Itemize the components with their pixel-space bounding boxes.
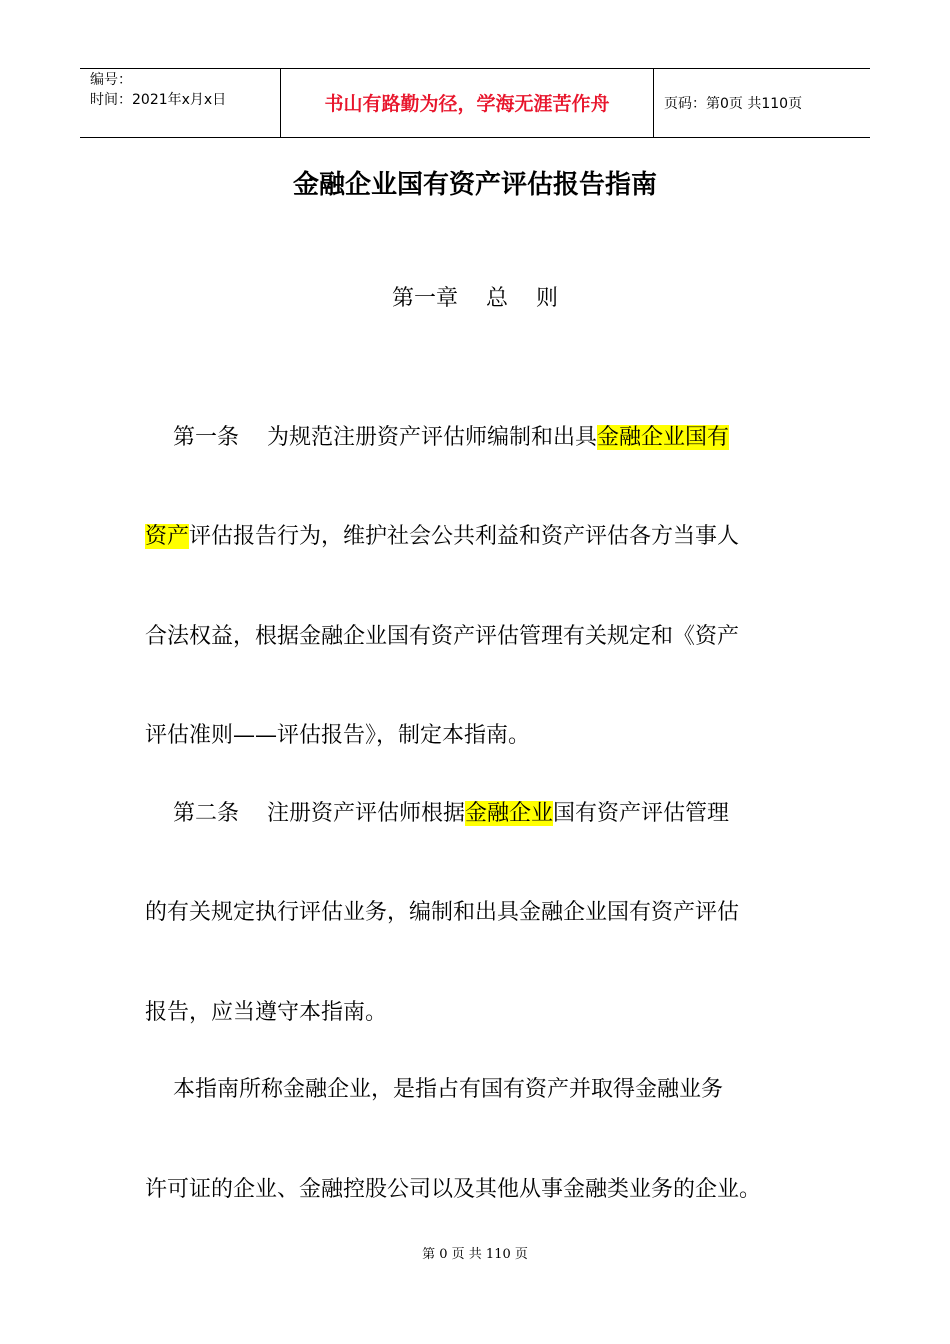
document-title: 金融企业国有资产评估报告指南 — [292, 170, 657, 200]
header-page-cell — [653, 69, 870, 137]
page-footer: 第 0 页 共 110 页 — [422, 1247, 528, 1262]
article1-line2 — [145, 520, 739, 554]
document-time-label: 时间：2021年x月x日 — [90, 92, 227, 108]
header-motto: 书山有路勤为径，学海无涯苦作舟 — [324, 93, 610, 115]
header-page-info: 页码：第0页 共110页 — [664, 96, 803, 112]
article1-line1 — [145, 421, 729, 455]
article1-text: 评估报告行为，维护社会公共利益和资产评估各方当事人 — [189, 524, 740, 549]
chapter-heading: 第一章 总 则 — [392, 286, 558, 311]
paragraph3-line1: 本指南所称金融企业，是指占有国有资产并取得金融业务 — [145, 1077, 723, 1102]
document-number-label: 编号： — [90, 72, 132, 88]
article2-line2: 的有关规定执行评估业务，编制和出具金融企业国有资产评估 — [145, 900, 740, 925]
article1-line4: 评估准则——评估报告》，制定本指南。 — [145, 723, 531, 748]
highlighted-text: 资产 — [145, 524, 190, 549]
article1-text: 第一条 为规范注册资产评估师编制和出具 — [145, 425, 597, 450]
header-meta-cell — [80, 69, 280, 137]
article2-line1 — [145, 797, 729, 831]
header-motto-cell — [280, 69, 654, 137]
article2-line3: 报告，应当遵守本指南。 — [145, 1000, 388, 1025]
page-header — [80, 68, 870, 138]
article2-text: 国有资产评估管理 — [552, 801, 729, 826]
paragraph3-line2: 许可证的企业、金融控股公司以及其他从事金融类业务的企业。 — [145, 1177, 762, 1202]
highlighted-text: 金融企业国有 — [596, 425, 729, 450]
highlighted-text: 金融企业 — [464, 801, 553, 826]
article1-line3: 合法权益，根据金融企业国有资产评估管理有关规定和《资产 — [145, 624, 740, 649]
article2-text: 第二条 注册资产评估师根据 — [145, 801, 465, 826]
